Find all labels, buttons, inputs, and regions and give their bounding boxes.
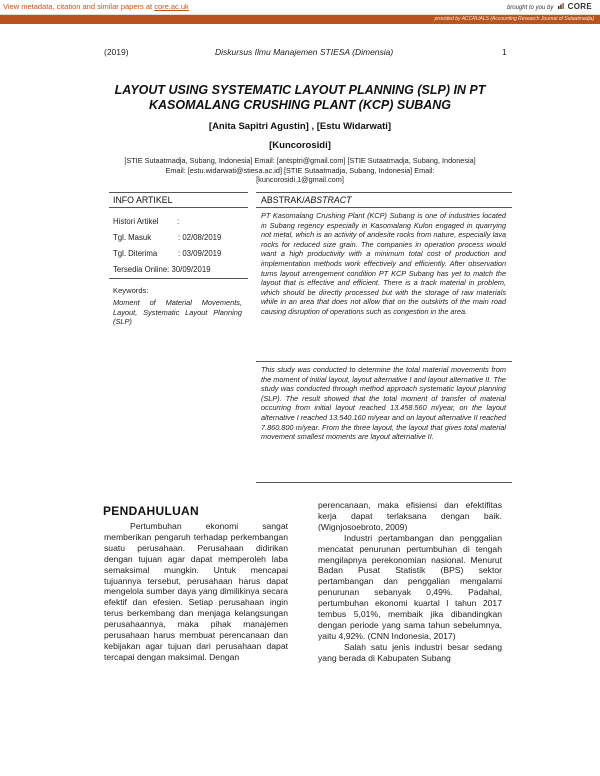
brought-by-text: brought to you by (506, 5, 554, 11)
keywords-text: Moment of Material Movements, Layout, Systematic Layout Planning (SLP) (113, 298, 242, 326)
core-brand[interactable] (507, 2, 592, 11)
history-label: Histori Artikel (113, 217, 159, 226)
affiliation-line-3: [kuncorosidi.1@gmail.com] (256, 175, 344, 184)
affiliation-line-2: Email: [estu.widarwati@stiesa.ac.id] [STIE Sutaatmadja, Subang, Indonesia] Email: (165, 165, 435, 175)
intro-paragraph-4: Salah satu jenis industri besar sedang yang berada di Kabupaten Subang (318, 641, 502, 663)
left-column (104, 521, 288, 663)
core-label: CORE (567, 2, 592, 11)
info-heading: INFO ARTIKEL (113, 195, 173, 205)
keywords-label: Keywords: (113, 286, 149, 295)
abstract-heading-rule (256, 207, 512, 208)
provided-by-text[interactable]: provided by ACCRUALS (Accounting Research Journal of Sutaatmadja) (434, 15, 594, 22)
header-journal: Diskursus Ilmu Manajemen STIESA (Dimensia) (215, 47, 394, 57)
intro-paragraph-3: Industri pertambangan dan penggalian mencatat penurunan pertumbuhan di tengah mengilapnya perekonomian nasional. Menurut Badan Pusat Statistik (BPS) sektor pertambangan dan penggalian mengalami penurunan sebanyak 0,49%. Padahal, pertumbuhan ekonomi kuartal I tahun 2017 tembus 5,01%, membaik jika dibandingkan dengan periode yang sama tahun sebelumnya, yaitu 4,92%. (CNN Indonesia, 2017) (318, 532, 502, 641)
abstract-heading-italic: ABSTRACT (304, 195, 352, 205)
received-label: Tgl. Masuk (113, 233, 152, 242)
authors: [Anita Sapitri Agustin] , [Estu Widarwati] (208, 121, 392, 132)
core-link[interactable]: core.ac.uk (154, 2, 189, 11)
provided-by-bar (0, 15, 600, 24)
online-date: Tersedia Online: 30/09/2019 (113, 265, 211, 274)
accepted-label: Tgl. Diterima (113, 249, 158, 258)
banner-text: View metadata, citation and similar papers at (3, 2, 155, 11)
info-top-rule (109, 192, 248, 193)
authors-second-line: [Kuncorosidi] (269, 140, 331, 151)
intro-paragraph-1: Pertumbuhan ekonomi sangat memberikan pengaruh terhadap perkembangan suatu perusahaan. Perusahaan didirikan dengan tujuan agar dapat memperoleh laba semaksimal mungkin. Untuk mencapai tujuannya tersebut, perusahaan harus dapat mengelola sumber daya yang dimilikinya secara efektif dan efesien. Setiap perusahaan ingin terus berkembang dan menjaga kelangsungan perusahaannya, maka pihak manajemen perusahaan harus membuat perencanaan dan kebijakan agar tujuan dari perusahaan dapat tercapai dengan maksimal. Dengan (104, 521, 288, 662)
accepted-date: : 03/09/2019 (178, 249, 222, 258)
abstract-heading (261, 195, 351, 205)
title-line-2: KASOMALANG CRUSHING PLANT (KCP) SUBANG (148, 98, 452, 112)
right-column (318, 500, 502, 664)
affiliations (100, 156, 500, 185)
core-logo-icon (557, 2, 565, 10)
section-title: PENDAHULUAN (103, 504, 199, 518)
abstract-heading-text: ABSTRAK/ (261, 195, 305, 205)
info-keywords-rule (109, 278, 248, 279)
history-separator: : (177, 217, 180, 226)
abstract-bottom-rule (256, 482, 512, 483)
abstract-paragraph-2: This study was conducted to determine the total material movements from the moment of initial layout, layout alternative I and layout alternative II. The study was conducted through method approach systematic layout planning (SLP). The result showed that the total moment of transfer of material occurring from initial layout reached 13.458.560 m/year, on the layout alternative I reached 13.540.160 m/year and on layout alternative II reached 7.860.800 m/year. From the three layout, the layout that gives total material movement smallest moments are layout alternative II. (261, 365, 507, 442)
abstract-divider (256, 361, 512, 362)
title-line-1: LAYOUT USING SYSTEMATIC LAYOUT PLANNING (SLP) IN PT (114, 83, 486, 97)
header-year: (2019) (104, 47, 129, 57)
core-banner-link-text[interactable] (3, 2, 189, 11)
abstract-top-rule (256, 192, 512, 193)
paper-title (60, 83, 540, 113)
header-page-number: 1 (502, 47, 507, 57)
info-heading-rule (109, 207, 248, 208)
abstract-paragraph-1: PT Kasomalang Crushing Plant (KCP) Subang is one of industries located in Subang regency especially in Kasomalang Kulon engaged in quarrying not metal, which is an activity of andesite rocks from nature, especially lava rocks for reduced size grain. The companies in operation process would want a high productivity with a minimum total cost of production and implementation methods work effectively and efficiently. After observation turns layout arrengement condition PT KCP Subang has yet to match the layout that is effective and efficient. There is a track material in problem, which should be directly processed but with the storage of raw materials while in an area that does not allow that on the outskirts of the main road causing disruption of operations such as congestion in the area. (261, 211, 506, 316)
intro-paragraph-2: perencanaan, maka efisiensi dan efektifitas kerja dapat terlaksana dengan baik. (Wignjosoebroto, 2009) (318, 500, 502, 532)
affiliation-line-1: [STIE Sutaatmadja, Subang, Indonesia] Email: [antsptri@gmail.com] [STIE Sutaatmadja, Subang, Indonesia] (124, 156, 476, 165)
received-date: : 02/08/2019 (178, 233, 222, 242)
